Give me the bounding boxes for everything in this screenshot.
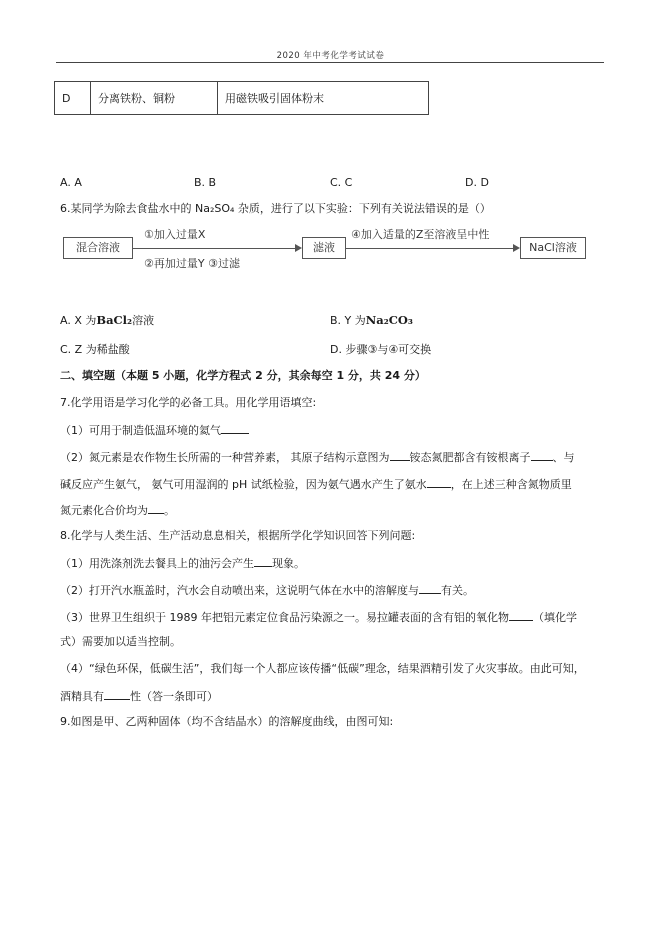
answer-blank[interactable] <box>427 476 451 488</box>
flow-box-nacl-solution: NaCl溶液 <box>520 237 586 259</box>
q7-part2-line2-text-b: ，在上述三种含氮物质里 <box>450 478 572 491</box>
q6-option-c: C. Z 为稀盐酸 <box>60 343 130 356</box>
answer-blank[interactable] <box>509 609 533 621</box>
q8-part3-line1 <box>60 609 577 625</box>
q6-option-b-prefix: B. Y 为 <box>330 314 366 327</box>
q8-part2-text-b: 有关。 <box>441 584 474 597</box>
answer-blank[interactable] <box>531 449 553 461</box>
q7-part2-text-b: 铵态氮肥都含有铵根离子 <box>409 451 531 464</box>
q8-stem: 8.化学与人类生活、生产活动息息相关，根据所学化学知识回答下列问题: <box>60 529 416 542</box>
q7-part2-line2 <box>60 476 572 492</box>
flow-arrow-1-head <box>295 244 302 252</box>
section-2-title: 二、填空题（本题 5 小题，化学方程式 2 分，其余每空 1 分，共 24 分） <box>60 369 426 382</box>
q9-stem: 9.如图是甲、乙两种固体（均不含结晶水）的溶解度曲线，由图可知: <box>60 715 394 728</box>
flow-arrow-1 <box>132 248 295 249</box>
q7-part1 <box>60 422 249 438</box>
answer-blank[interactable] <box>390 449 410 461</box>
q6-option-a-formula: BaCl₂ <box>96 313 133 327</box>
flow-box-mixed-solution: 混合溶液 <box>63 237 133 259</box>
q5-choice-c: C. C <box>330 176 353 189</box>
q7-part2-line2-text-a: 碱反应产生氨气， 氨气可用湿润的 pH 试纸检验，因为氨气遇水产生了氨水 <box>60 478 427 491</box>
q5-choice-a: A. A <box>60 176 82 189</box>
q6-option-b <box>330 313 413 328</box>
q7-part2-line3 <box>60 502 175 518</box>
q8-part1-text-a: （1）用洗涤剂洗去餐具上的油污会产生 <box>60 557 254 570</box>
flow-step-1: ①加入过量X <box>144 228 206 241</box>
q8-part3-text-a: （3）世界卫生组织于 1989 年把铝元素定位食品污染源之一。易拉罐表面的含有铝的氧化物 <box>60 611 509 624</box>
q7-part2-line3-end: 。 <box>164 504 175 517</box>
q7-part2-text-c: 、与 <box>552 451 575 464</box>
q8-part4-line2 <box>60 688 218 704</box>
q6-option-a-suffix: 溶液 <box>132 314 155 327</box>
q8-part4-line2-text-b: 性（答一条即可） <box>130 690 218 703</box>
answer-blank[interactable] <box>221 422 249 434</box>
q6-option-b-formula: Na₂CO₃ <box>365 313 413 327</box>
answer-blank[interactable] <box>254 555 272 567</box>
q5-choice-b: B. B <box>194 176 217 189</box>
header-divider <box>56 62 604 63</box>
q6-option-a-prefix: A. X 为 <box>60 314 97 327</box>
flow-step-3: ④加入适量的Z至溶液呈中性 <box>351 228 490 241</box>
flow-arrow-2 <box>345 248 513 249</box>
flow-step-2: ②再加过量Y ③过滤 <box>144 257 240 270</box>
q8-part1-text-b: 现象。 <box>272 557 305 570</box>
table-row <box>55 82 429 115</box>
q8-part4-line2-text-a: 酒精具有 <box>60 690 104 703</box>
q7-part2-line1 <box>60 449 575 465</box>
answer-blank[interactable] <box>104 688 130 700</box>
q8-part4-line1: （4）“绿色环保，低碳生活”，我们每一个人都应该传播“低碳”理念，结果酒精引发了火灾事故。由此可知， <box>60 662 585 675</box>
option-letter-cell: D <box>55 82 91 115</box>
q6-stem: 6.某同学为除去食盐水中的 Na₂SO₄ 杂质，进行了以下实验：下列有关说法错误的是（） <box>60 202 491 215</box>
q7-part2-line3-text: 氮元素化合价均为 <box>60 504 148 517</box>
q7-part2-text-a: （2）氮元素是农作物生长所需的一种营养素， 其原子结构示意图为 <box>60 451 390 464</box>
q8-part2 <box>60 582 474 598</box>
flow-box-filtrate: 滤液 <box>302 237 346 259</box>
option-task-cell: 分离铁粉、铜粉 <box>91 82 218 115</box>
flow-arrow-2-head <box>513 244 520 252</box>
q8-part2-text-a: （2）打开汽水瓶盖时，汽水会自动喷出来，这说明气体在水中的溶解度与 <box>60 584 419 597</box>
q7-part1-text: （1）可用于制造低温环境的氦气 <box>60 424 221 437</box>
answer-blank[interactable] <box>419 582 441 594</box>
q5-choice-d: D. D <box>465 176 489 189</box>
q7-stem: 7.化学用语是学习化学的必备工具。用化学用语填空: <box>60 396 317 409</box>
q6-option-a <box>60 313 154 328</box>
option-table <box>54 81 429 115</box>
q6-option-d: D. 步骤③与④可交换 <box>330 343 432 356</box>
option-method-cell: 用磁铁吸引固体粉末 <box>218 82 429 115</box>
q8-part1 <box>60 555 305 571</box>
q8-part3-line2: 式）需要加以适当控制。 <box>60 635 181 648</box>
page-header-title: 2020 年中考化学考试试卷 <box>276 51 385 61</box>
answer-blank[interactable] <box>148 502 164 514</box>
q8-part3-text-b: （填化学 <box>532 611 577 624</box>
